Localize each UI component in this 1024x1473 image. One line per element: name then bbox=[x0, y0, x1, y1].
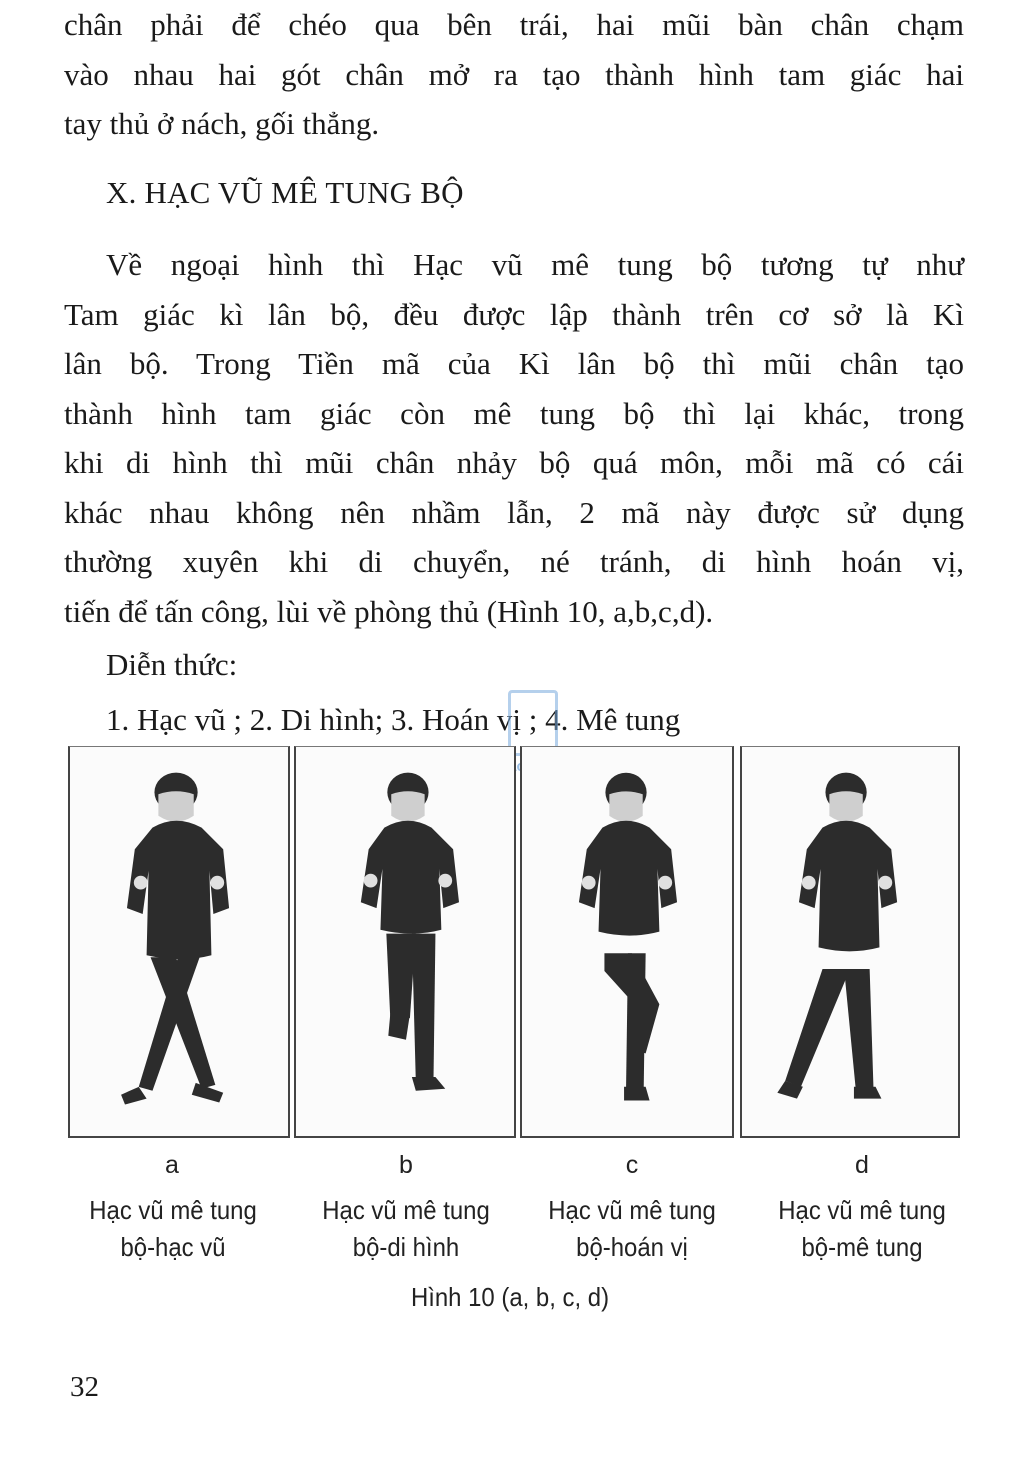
section-line-8: tiến để tấn công, lùi về phòng thủ (Hình 10, a,b,c,d). bbox=[64, 593, 714, 629]
figure-panel-d bbox=[740, 746, 960, 1138]
figure-b-caption bbox=[300, 1192, 512, 1266]
intro-paragraph bbox=[64, 0, 964, 149]
figure-d-caption bbox=[756, 1192, 968, 1266]
section-line-6: khác nhau không nên nhầm lẫn, 2 mã này được sử dụng bbox=[64, 494, 964, 530]
figure-d-caption-line-1: Hạc vũ mê tung bbox=[778, 1195, 946, 1225]
section-line-5: khi di hình thì mũi chân nhảy bộ quá môn, mỗi mã có cái bbox=[64, 445, 964, 480]
figure-panel-b bbox=[294, 746, 516, 1138]
section-line-1: Về ngoại hình thì Hạc vũ mê tung bộ tương tự như bbox=[106, 247, 964, 282]
figure-c-caption bbox=[526, 1192, 738, 1266]
section-line-7: thường xuyên khi di chuyển, né tránh, di hình hoán vị, bbox=[64, 544, 964, 579]
figure-b-letter: b bbox=[399, 1151, 413, 1179]
figure-c-caption-line-1: Hạc vũ mê tung bbox=[548, 1195, 716, 1225]
section-line-2: Tam giác kì lân bộ, đều được lập thành trên cơ sở là Kì bbox=[64, 296, 964, 332]
intro-line-3: tay thủ ở nách, gối thẳng. bbox=[64, 106, 380, 141]
intro-line-1: chân phải để chéo qua bên trái, hai mũi bàn chân chạm bbox=[64, 7, 964, 42]
figure-a-caption-line-1: Hạc vũ mê tung bbox=[89, 1195, 257, 1225]
page-number: 32 bbox=[70, 1371, 99, 1403]
figure-a-caption bbox=[67, 1192, 279, 1266]
figure-a-caption-line-2: bộ-hạc vũ bbox=[120, 1232, 226, 1262]
figure-d-letter: d bbox=[855, 1151, 869, 1179]
intro-line-2: vào nhau hai gót chân mở ra tạo thành hình tam giác hai bbox=[64, 56, 964, 92]
figure-row bbox=[68, 746, 960, 1142]
figure-d-image bbox=[742, 747, 958, 1136]
figure-a-letter: a bbox=[165, 1151, 179, 1179]
section-heading: X. HẠC VŨ MÊ TUNG BỘ bbox=[106, 175, 464, 210]
figure-c-caption-line-2: bộ-hoán vị bbox=[576, 1232, 688, 1262]
figure-panel-c bbox=[520, 746, 734, 1138]
section-paragraph bbox=[64, 240, 964, 636]
figure-c-letter: c bbox=[625, 1151, 639, 1179]
figure-b-caption-line-1: Hạc vũ mê tung bbox=[322, 1195, 490, 1225]
figure-c-image bbox=[522, 747, 732, 1136]
section-line-3: lân bộ. Trong Tiền mã của Kì lân bộ thì mũi chân tạo bbox=[64, 346, 964, 381]
figure-panel-a bbox=[68, 746, 290, 1138]
dien-thuc-label: Diễn thức: bbox=[106, 647, 238, 682]
figure-a-image bbox=[70, 747, 288, 1136]
figure-b-caption-line-2: bộ-di hình bbox=[352, 1232, 460, 1262]
figure-d-caption-line-2: bộ-mê tung bbox=[801, 1232, 923, 1262]
figure-b-image bbox=[296, 747, 514, 1136]
figure-title: Hình 10 (a, b, c, d) bbox=[410, 1282, 610, 1312]
steps-line: 1. Hạc vũ ; 2. Di hình; 3. Hoán vị ; 4. Mê tung bbox=[106, 702, 681, 737]
section-line-4: thành hình tam giác còn mê tung bộ thì lại khác, trong bbox=[64, 395, 964, 431]
